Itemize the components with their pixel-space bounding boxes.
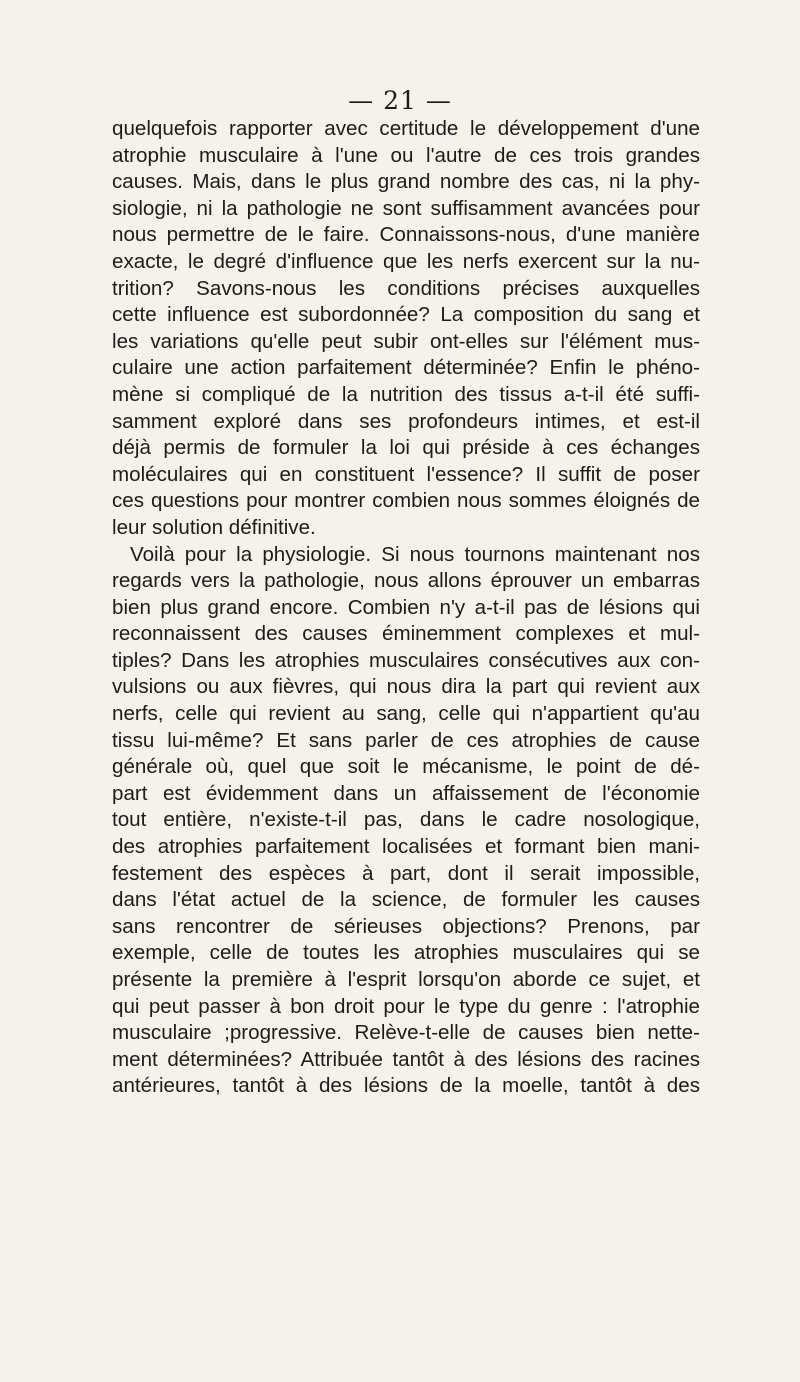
text-line: antérieures, tantôt à des lésions de la moelle, tantôt à des <box>112 1074 700 1098</box>
text-line: tiples? Dans les atrophies musculaires consécutives aux con- <box>112 648 700 672</box>
text-line: des atrophies parfaitement localisées et formant bien mani- <box>112 835 700 859</box>
text-line: présente la première à l'esprit lorsqu'on aborde ce sujet, et <box>112 968 700 991</box>
text-line: quelquefois rapporter avec certitude le développement d'une <box>112 117 700 140</box>
text-line: siologie, ni la pathologie ne sont suffisamment avancées pour <box>112 196 700 220</box>
text-line: tout entière, n'existe-t-il pas, dans le cadre nosologique, <box>112 808 700 832</box>
text-line: moléculaires qui en constituent l'essence? Il suffit de poser <box>112 462 700 486</box>
text-line: nous permettre de le faire. Connaissons-nous, d'une manière <box>112 223 700 247</box>
text-line: regards vers la pathologie, nous allons éprouver un embarras <box>112 569 700 593</box>
text-line: ces questions pour montrer combien nous sommes éloignés de <box>112 489 700 513</box>
text-line: mène si compliqué de la nutrition des tissus a-t-il été suffi- <box>112 382 700 406</box>
text-line: exacte, le degré d'influence que les nerfs exercent sur la nu- <box>112 249 700 273</box>
body-text <box>112 116 700 1100</box>
text-line: part est évidemment dans un affaissement de l'économie <box>112 781 700 805</box>
text-line: Voilà pour la physiologie. Si nous tournons maintenant nos <box>130 542 700 566</box>
text-line: ment déterminées? Attribuée tantôt à des lésions des racines <box>112 1047 700 1071</box>
text-line: leur solution définitive. <box>112 515 316 539</box>
text-line: sans rencontrer de sérieuses objections? Prenons, par <box>112 914 700 938</box>
text-line: qui peut passer à bon droit pour le type du genre : l'atrophie <box>112 994 700 1018</box>
text-line: causes. Mais, dans le plus grand nombre des cas, ni la phy- <box>112 170 700 194</box>
text-line: déjà permis de formuler la loi qui préside à ces échanges <box>112 436 700 460</box>
text-line: dans l'état actuel de la science, de formuler les causes <box>112 888 700 912</box>
text-line: musculaire ;progressive. Relève-t-elle de causes bien nette- <box>112 1021 700 1045</box>
page-number: — 21 — <box>348 86 452 115</box>
text-line: reconnaissent des causes éminemment complexes et mul- <box>112 622 700 646</box>
text-line: tissu lui-même? Et sans parler de ces atrophies de cause <box>112 728 700 752</box>
text-line: atrophie musculaire à l'une ou l'autre de ces trois grandes <box>112 143 700 167</box>
text-line: nerfs, celle qui revient au sang, celle qui n'appartient qu'au <box>112 702 700 726</box>
text-line: générale où, quel que soit le mécanisme, le point de dé- <box>112 755 700 779</box>
text-line: festement des espèces à part, dont il serait impossible, <box>112 861 700 885</box>
text-line: samment exploré dans ses profondeurs intimes, et est-il <box>112 409 700 433</box>
text-line: vulsions ou aux fièvres, qui nous dira la part qui revient aux <box>112 675 700 699</box>
text-line: bien plus grand encore. Combien n'y a-t-il pas de lésions qui <box>112 595 700 619</box>
text-line: trition? Savons-nous les conditions précises auxquelles <box>112 276 700 300</box>
text-line: les variations qu'elle peut subir ont-elles sur l'élément mus- <box>112 329 700 353</box>
text-line: exemple, celle de toutes les atrophies musculaires qui se <box>112 941 700 965</box>
text-line: culaire une action parfaitement déterminée? Enfin le phéno- <box>112 356 700 380</box>
text-line: cette influence est subordonnée? La composition du sang et <box>112 303 700 327</box>
